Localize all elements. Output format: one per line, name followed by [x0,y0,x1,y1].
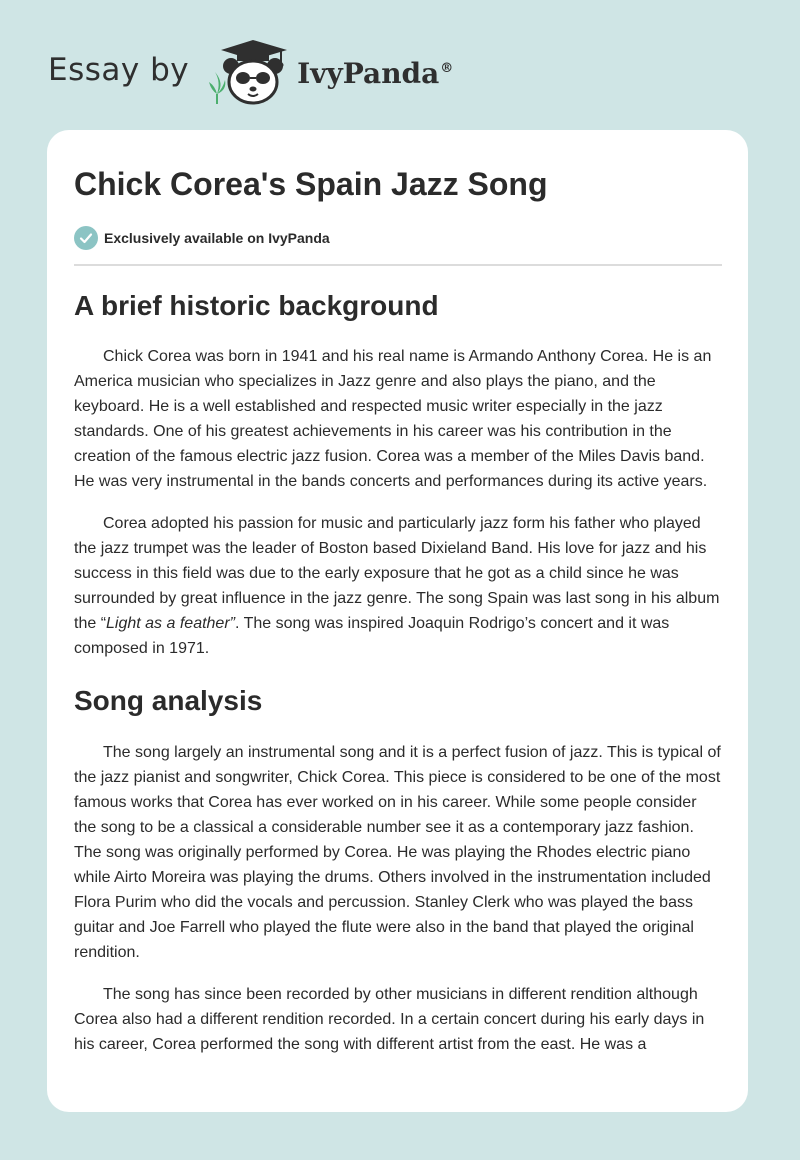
exclusive-label: Exclusively available on IvyPanda [104,230,330,246]
registered-mark: ® [440,61,454,77]
paragraph [74,511,722,661]
paragraph: Chick Corea was born in 1941 and his real name is Armando Anthony Corea. He is an America musician who specializes in Jazz genre and also plays the piano, and the keyboard. He is a well established and respected music writer especially in the jazz standards. One of his greatest achievements in his career was his contribution in the creation of the famous electric jazz fusion. Corea was a member of the Miles Davis band. He was very instrumental in the bands concerts and performances during its active years. [74,348,712,490]
section-heading: Song analysis [74,685,263,716]
site-header [48,36,453,108]
album-title: Light as a feather” [106,615,235,632]
panda-logo-icon[interactable] [201,36,297,108]
check-icon [74,226,98,250]
page-title: Chick Corea's Spain Jazz Song [74,166,548,202]
section-song-analysis [74,683,722,1057]
brand-name[interactable]: IvyPanda® [297,56,454,90]
divider [74,264,722,266]
brand-prefix: Essay by [48,52,190,88]
essay-card [47,130,748,1112]
paragraph: The song has since been recorded by other musicians in different rendition although Corea also had a different rendition recorded. In a certain concert during his early days in his career, Corea performed the song with different artist from the east. He was a [74,986,705,1053]
paragraph-text: Corea adopted his passion for music and particularly jazz form his father who played the jazz trumpet was the leader of Boston based Dixieland Band. His love for jazz and his success in this field was due to the early exposure that he got as a child since he was surrounded by great influence in the jazz genre. The song Spain was last song in his album the “ [74,515,720,632]
paragraph: The song largely an instrumental song and it is a perfect fusion of jazz. This is typical of the jazz pianist and songwriter, Chick Corea. This piece is considered to be one of the most famous works that Corea has ever worked on in his career. While some people consider the song to be a classical a considerable number see it as a contemporary jazz fashion. The song was originally performed by Corea. He was playing the Rhodes electric piano while Airto Moreira was playing the drums. Others involved in the instrumentation included Flora Purim who did the vocals and percussion. Stanley Clerk who was played the bass guitar and Joe Farrell who played the flute were also in the band that played the original rendition. [74,744,721,961]
section-background [74,288,722,661]
paragraph-text: . The song was inspired Joaquin Rodrigo’s concert and it was composed in 1971. [74,615,670,657]
section-heading: A brief historic background [74,290,439,321]
exclusive-badge [74,226,722,250]
